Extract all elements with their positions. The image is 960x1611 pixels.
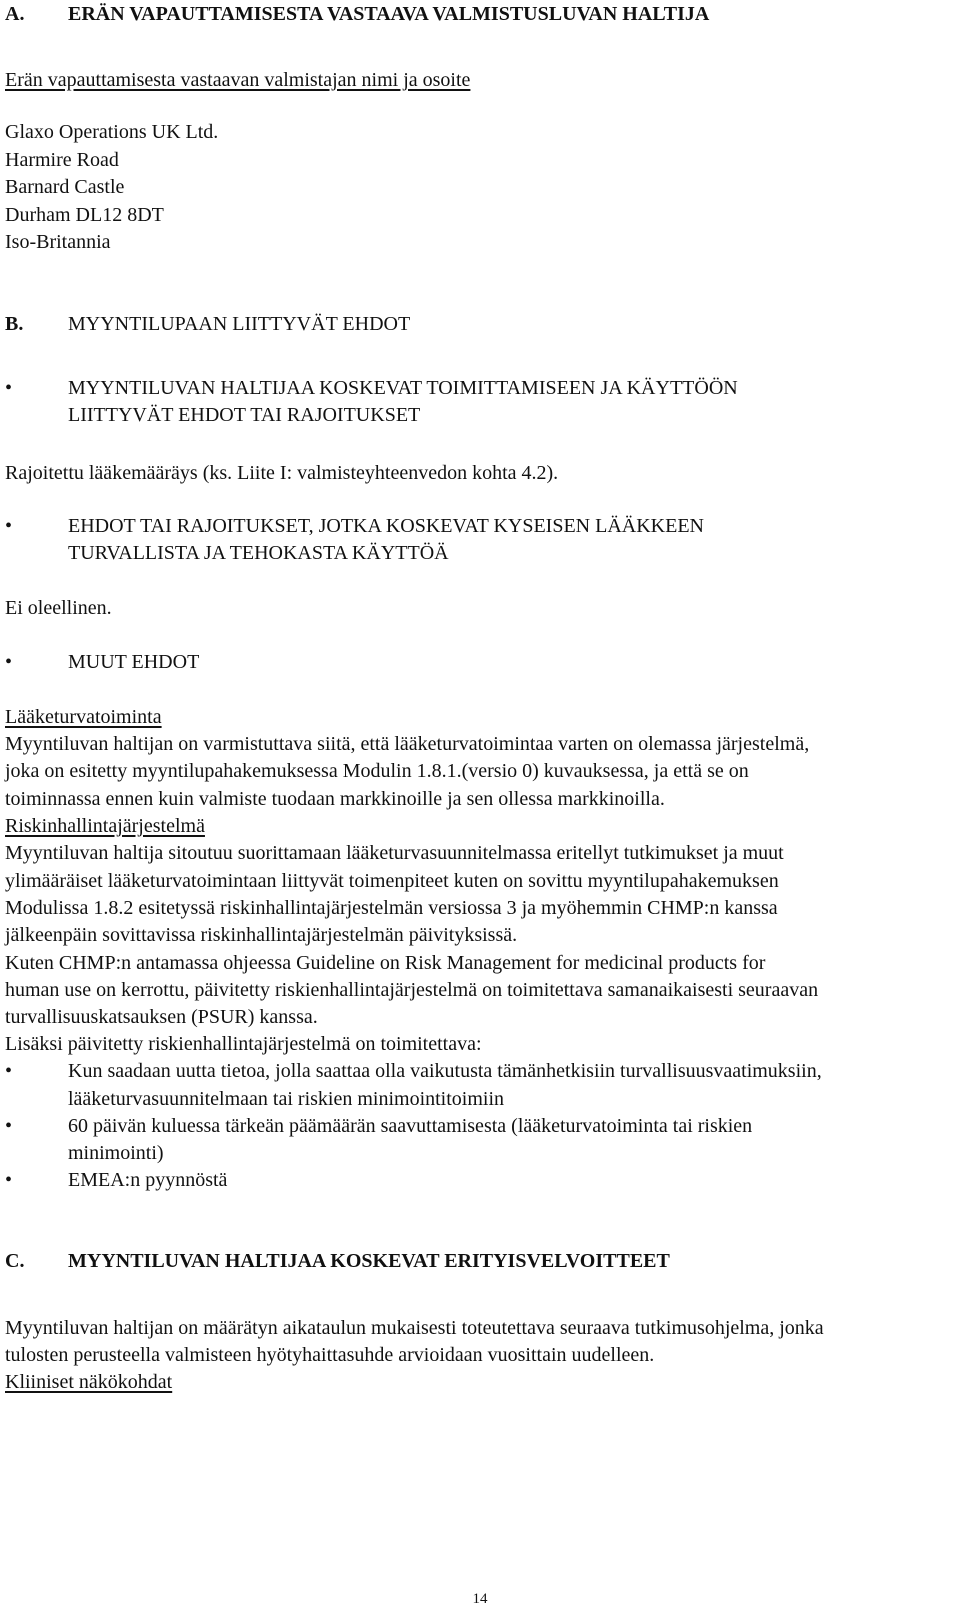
section-a-title: ERÄN VAPAUTTAMISESTA VASTAAVA VALMISTUSLUVAN HALTIJA [68, 3, 710, 25]
section-a-letter: A. [5, 3, 25, 25]
pharmacovigilance-heading: Lääketurvatoiminta [5, 706, 162, 728]
subsection-title: TURVALLISTA JA TEHOKASTA KÄYTTÖÄ [68, 542, 449, 564]
subsection-title: MUUT EHDOT [68, 651, 200, 673]
address-line: Barnard Castle [5, 176, 125, 198]
section-b-title: MYYNTILUPAAN LIITTYVÄT EHDOT [68, 313, 411, 335]
address-line: Durham DL12 8DT [5, 204, 164, 226]
paragraph-line: tulosten perusteella valmisteen hyötyhaittasuhde arvioidaan vuosittain uudelleen. [5, 1344, 655, 1366]
paragraph-line: ylimääräiset lääketurvatoimintaan liittyvät toimenpiteet kuten on sovittu myyntilupahakemuksen [5, 870, 779, 892]
section-c-title: MYYNTILUVAN HALTIJAA KOSKEVAT ERITYISVELVOITTEET [68, 1250, 670, 1272]
paragraph-line: Lisäksi päivitetty riskienhallintajärjestelmä on toimitettava: [5, 1033, 482, 1055]
bullet-icon: • [5, 651, 13, 673]
restriction-text: Rajoitettu lääkemääräys (ks. Liite I: valmisteyhteenvedon kohta 4.2). [5, 462, 559, 484]
list-item: 60 päivän kuluessa tärkeän päämäärän saavuttamisesta (lääketurvatoiminta tai riskien [68, 1115, 753, 1137]
list-item: minimointi) [68, 1142, 164, 1164]
bullet-icon: • [5, 515, 13, 537]
paragraph-line: Myyntiluvan haltija sitoutuu suorittamaan lääketurvasuunnitelmassa eritellyt tutkimukset ja muut [5, 842, 784, 864]
paragraph-line: Myyntiluvan haltijan on määrätyn aikataulun mukaisesti toteutettava seuraava tutkimusohjelma, jonka [5, 1317, 824, 1339]
page-number: 14 [472, 1591, 488, 1607]
bullet-icon: • [5, 1115, 13, 1137]
paragraph-line: turvallisuuskatsauksen (PSUR) kanssa. [5, 1006, 318, 1028]
bullet-icon: • [5, 1169, 13, 1191]
paragraph-line: human use on kerrottu, päivitetty riskienhallintajärjestelmä on toimitettava samanaikaisesti seuraavan [5, 979, 819, 1001]
paragraph-line: joka on esitetty myyntilupahakemuksessa Modulin 1.8.1.(versio 0) kuvauksessa, ja että se on [5, 760, 749, 782]
manufacturer-subheading: Erän vapauttamisesta vastaavan valmistajan nimi ja osoite [5, 69, 471, 91]
bullet-icon: • [5, 1060, 13, 1082]
subsection-title: LIITTYVÄT EHDOT TAI RAJOITUKSET [68, 404, 421, 426]
list-item: Kun saadaan uutta tietoa, jolla saattaa olla vaikutusta tämänhetkisiin turvallisuusvaatimuksiin, [68, 1060, 822, 1082]
paragraph-line: toiminnassa ennen kuin valmiste tuodaan markkinoille ja sen ollessa markkinoilla. [5, 788, 665, 810]
address-line: Harmire Road [5, 149, 119, 171]
section-c-letter: C. [5, 1250, 25, 1272]
subsection-title: MYYNTILUVAN HALTIJAA KOSKEVAT TOIMITTAMISEEN JA KÄYTTÖÖN [68, 377, 738, 399]
paragraph-line: Kuten CHMP:n antamassa ohjeessa Guideline on Risk Management for medicinal products for [5, 952, 766, 974]
list-item: lääketurvasuunnitelmaan tai riskien minimointitoimiin [68, 1088, 505, 1110]
section-b-letter: B. [5, 313, 24, 335]
risk-management-heading: Riskinhallintajärjestelmä [5, 815, 205, 837]
paragraph-line: Myyntiluvan haltijan on varmistuttava siitä, että lääketurvatoimintaa varten on olemassa järjestelmä, [5, 733, 810, 755]
not-applicable-text: Ei oleellinen. [5, 597, 112, 619]
address-line: Iso-Britannia [5, 231, 111, 253]
bullet-icon: • [5, 377, 13, 399]
paragraph-line: Modulissa 1.8.2 esitetyssä riskinhallintajärjestelmän versiossa 3 ja myöhemmin CHMP:n kanssa [5, 897, 778, 919]
paragraph-line: jälkeenpäin sovittavissa riskinhallintajärjestelmän päivityksissä. [5, 924, 518, 946]
address-line: Glaxo Operations UK Ltd. [5, 121, 219, 143]
list-item: EMEA:n pyynnöstä [68, 1169, 228, 1191]
clinical-heading: Kliiniset näkökohdat [5, 1371, 173, 1393]
subsection-title: EHDOT TAI RAJOITUKSET, JOTKA KOSKEVAT KYSEISEN LÄÄKKEEN [68, 515, 704, 537]
